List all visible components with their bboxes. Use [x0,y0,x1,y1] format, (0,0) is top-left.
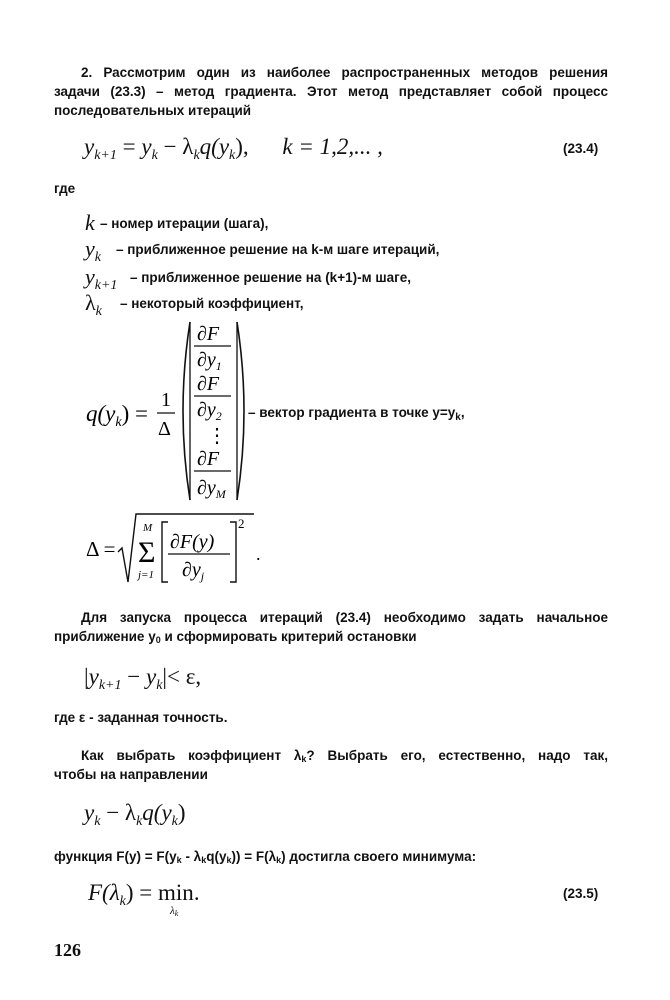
equation-23-5: $F(\lambda_k) = \min$ λk . [88,880,200,918]
stop-criterion: $|y_{k+1} - y_k|< \varepsilon$, [84,664,202,693]
def-yk1-text: – приближенное решение на (k+1)-м шаге, [130,270,411,285]
gradient-caption: – вектор градиента в точке $y=y_k$, [248,405,465,423]
equation-number-23-4: (23.4) [563,141,599,156]
intro-line-3: последовательных итераций [54,103,252,118]
partial-ym: $\partial y_M$ [197,477,226,501]
right-bracket [230,522,236,582]
equation-number-23-5: (23.5) [563,886,599,901]
choose-line-1: Как выбрать коэффициент λk? Выбрать его, естественно, надо так, [81,748,608,764]
right-paren [237,322,244,500]
power-two: 2 [238,516,245,531]
gradient-lhs: $q(y_k)$ = [86,401,148,430]
def-yk-text: – приближенное решение на k-м шаге итераций, [116,242,440,257]
def-k-text: – номер итерации (шага), [100,216,269,231]
delta-formula [84,510,274,590]
def-yk1-symbol: $y_{k+1}$ [85,264,118,293]
sum-top: M [143,522,153,534]
intro-line-2: задачи (23.3) – метод градиента. Этот метод представляет собой процесс [54,84,608,99]
start-line-1: Для запуска процесса итераций (23.4) необходимо задать начальное [81,610,608,625]
partial-f-m: ∂F [197,448,220,470]
delta-end: . [256,544,261,564]
partial-y1: $\partial y_1$ [197,349,222,373]
sigma: Σ [138,536,156,569]
sum-bottom: j=1 [138,569,154,581]
partial-y2: $\partial y_2$ [197,399,222,423]
intro-line-1: 2. Рассмотрим один из наиболее распространенных методов решения [81,65,608,80]
where-label: где [54,181,76,196]
direction-expression: $y_k - \lambda_kq(y_k)$ [84,800,186,829]
partial-f-1: ∂F [197,323,220,345]
vdots: ⋮ [207,425,227,447]
partial-f-2: ∂F [197,373,220,395]
delta-den: $\partial y_j$ [182,559,205,583]
delta-lhs: Δ = [86,537,116,561]
gradient-delta: Δ [158,418,171,440]
def-lambda-symbol: $\lambda_k$ [85,290,102,319]
equation-23-4: $y_{k+1} = y_k - \lambda_kq(y_k)$, k = 1,2,... , [84,134,383,163]
delta-num: ∂F(y) [170,531,215,553]
gradient-one: 1 [161,389,171,411]
def-lambda-text: – некоторый коэффициент, [120,296,304,311]
left-bracket [162,522,168,582]
choose-line-2: чтобы на направлении [54,767,208,782]
left-paren [183,322,190,500]
def-yk-symbol: $y_k$ [85,236,101,265]
eps-line: где ε - заданная точность. [54,710,228,725]
start-line-2: приближение y0 и сформировать критерий остановки [54,629,417,645]
function-line: функция F(y) = F(yk - λkq(yk)) = F(λk) достигла своего минимума: [54,849,477,865]
def-k-symbol: k [85,210,95,235]
gradient-formula [80,318,270,504]
page-number: 126 [54,940,81,960]
